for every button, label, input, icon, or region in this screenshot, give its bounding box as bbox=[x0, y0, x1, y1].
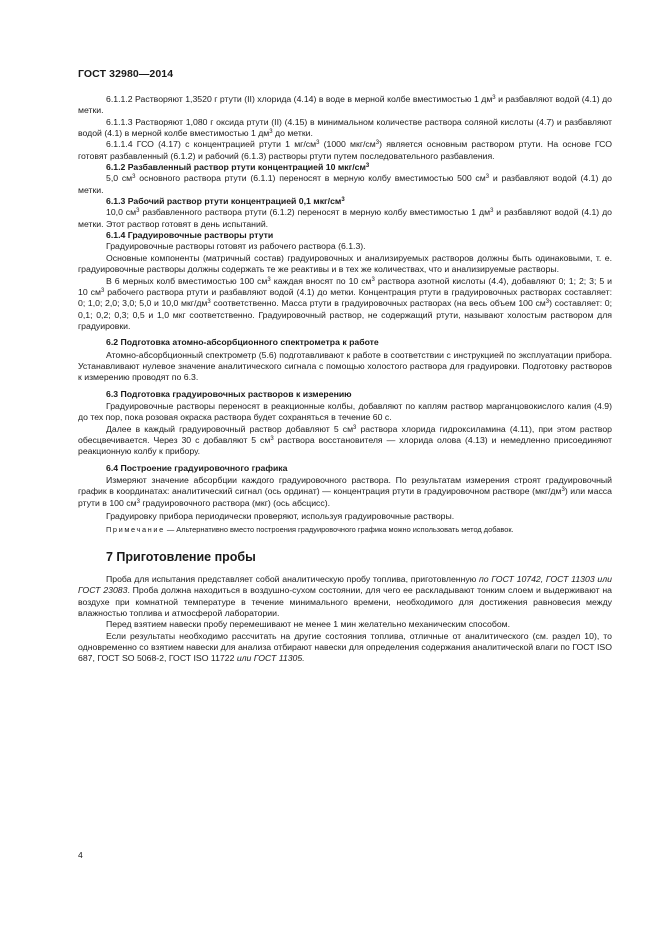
paragraph-moisture bbox=[78, 631, 612, 665]
heading-6-4: 6.4 Построение градуировочного графика bbox=[106, 462, 288, 473]
paragraph-matrix-composition: Основные компоненты (матричный состав) градуировочных и анализируемых растворов должны быть одинаковыми, т. е. градуировочные растворы должны содержать те же реактивы и в тех же количествах, что и анализируемые растворы. bbox=[78, 252, 612, 275]
note bbox=[78, 525, 612, 536]
moisture-standard-ref: или ГОСТ 11305. bbox=[236, 653, 305, 664]
sample-text-end: . Проба должна находиться в воздушно-сухом состоянии, для чего ее раскладывают тонким слоем и выдерживают на воздухе при комнатной температуре в течение минимального времени, необходимого для достижения равновесия между влажностью топлива и атмосферой лаборатории. bbox=[78, 585, 612, 618]
paragraph-hydroxylamine: Далее в каждый градуировочный раствор добавляют 5 $см^3$ раствора хлорида гидроксиламина (4.11), при этом раствор обесцвечивается. Через 30 с добавляют 5 $см^3$ раствора восстановителя — хлорида олова (4.13) и немедленно присоединяют реакционную колбу к прибору. bbox=[78, 423, 612, 457]
heading-6-2: 6.2 Подготовка атомно-абсорбционного спектрометра к работе bbox=[106, 337, 379, 348]
paragraph-sample-description bbox=[78, 574, 612, 619]
paragraph-permanganate: Градуировочные растворы переносят в реакционные колбы, добавляют по каплям раствор марганцовокислого калия (4.9) до тех пор, пока розовая окраска раствора будет сохраняться в течение 60 с. bbox=[78, 400, 612, 423]
heading-6-3: 6.3 Подготовка градуировочных растворов к измерению bbox=[106, 388, 352, 399]
note-text: — Альтернативно вместо построения градуировочного графика можно использовать метод добавок. bbox=[164, 525, 514, 535]
paragraph-calibration-flasks: В 6 мерных колб вместимостью 100 $см^3$ каждая вносят по 10 $см^3$ раствора азотной кислоты (4.4), добавляют 0; 1; 2; 3; 5 и 10 $см^3$ рабочего раствора ртути и разбавляют водой (4.1) до метки. Концентрация ртути в градуировочных растворах составляет: 0; 1,0; 2,0; 3,0; 5,0 и 10,0 мкг/$дм^3$ соответственно. Масса ртути в градуировочных растворах (на весь объем 100 $см^3$) составляет: 0; 0,1; 0,2; 0,3; 0,5 и 1,0 мкг соответственно. Градуировочный раствор, не содержащий ртути, называют холостым раствором для градуировки. bbox=[78, 275, 612, 331]
paragraph-6-1-1-3: 6.1.1.3 Растворяют 1,080 г оксида ртути (II) (4.15) в минимальном количестве раствора соляной кислоты (4.7) и разбавляют водой (4.1) в мерной колбе вместимостью 1 $дм^3$ до метки. bbox=[78, 116, 612, 139]
note-label: Примечание bbox=[106, 525, 165, 535]
paragraph-6-1-1-4: 6.1.1.4 ГСО (4.17) с концентрацией ртути 1 $мг/см^3$ (1000 мкг/$см^3$) является основным раствором ртути. На основе ГСО готовят разбавленный (6.1.2) и рабочий (6.1.3) растворы ртути путем последовательного разбавления. bbox=[78, 139, 612, 161]
heading-6-1-2: 6.1.2 Разбавленный раствор ртути концентрацией 10 мкг/$см^3$ bbox=[106, 162, 370, 173]
sample-standards-ref: по ГОСТ 10742, ГОСТ 11303 или ГОСТ 23083 bbox=[78, 573, 612, 596]
paragraph-working-solution: 10,0 $см^3$ разбавленного раствора ртути (6.1.2) переносят в мерную колбу вместимостью 1 $дм^3$ и разбавляют водой (4.1) до метки. Этот раствор готовят в день испытаний. bbox=[78, 207, 612, 229]
paragraph-calibration-source: Градуировочные растворы готовят из рабочего раствора (6.1.3). bbox=[106, 241, 366, 252]
page-number: 4 bbox=[78, 850, 83, 860]
moisture-text: Если результаты необходимо рассчитать на другие состояния топлива, отличные от аналитического (см. раздел 10), то одновременно со взятием навески для анализа отбирают навески для определения содержания аналитической влаги по ГОСТ ISO 687, ГОСТ SO 5068-2, ГОСТ ISO 11722 bbox=[78, 630, 612, 664]
paragraph-diluted-solution: 5,0 $см^3$ основного раствора ртути (6.1.1) переносят в мерную колбу вместимостью 500 $см^3$ и разбавляют водой (4.1) до метки. bbox=[78, 173, 613, 195]
paragraph-calibration-check: Градуировку прибора периодически проверяют, используя градуировочные растворы. bbox=[106, 511, 455, 522]
document-header: ГОСТ 32980—2014 bbox=[78, 68, 174, 80]
paragraph-mixing: Перед взятием навески пробу перемешивают не менее 1 мин желательно механическим способом. bbox=[106, 619, 511, 630]
document-body bbox=[78, 94, 612, 665]
paragraph-6-1-1-2: 6.1.1.2 Растворяют 1,3520 г ртути (II) хлорида (4.14) в воде в мерной колбе вместимостью 1 $дм^3$ и разбавляют водой (4.1) до метки. bbox=[78, 94, 612, 116]
paragraph-spectrometer-prep: Атомно-абсорбционный спектрометр (5.6) подготавливают к работе в соответствии с инструкцией по эксплуатации прибора. Устанавливают нулевое значение аналитического сигнала с помощью холостого раствора для градуировки. Подготовку растворов к измерению проводят по 6.3. bbox=[78, 349, 612, 383]
heading-6-1-3: 6.1.3 Рабочий раствор ртути концентрацией 0,1 мкг/$см^3$ bbox=[106, 196, 345, 207]
paragraph-absorbance: Измеряют значение абсорбции каждого градуировочного раствора. По результатам измерения строят градуировочный график в координатах: аналитический сигнал (ось ординат) — концентрация ртути в градуировочном растворе $(мкг/дм^3)$ или масса ртути в 100 $см^3$ градуировочного раствора (мкг) (ось абсцисс). bbox=[78, 475, 612, 508]
heading-6-1-4: 6.1.4 Градуировочные растворы ртути bbox=[106, 230, 274, 241]
section-7-heading: 7 Приготовление пробы bbox=[106, 549, 256, 564]
sample-text-start: Проба для испытания представляет собой аналитическую пробу топлива, приготовленную bbox=[106, 573, 480, 584]
